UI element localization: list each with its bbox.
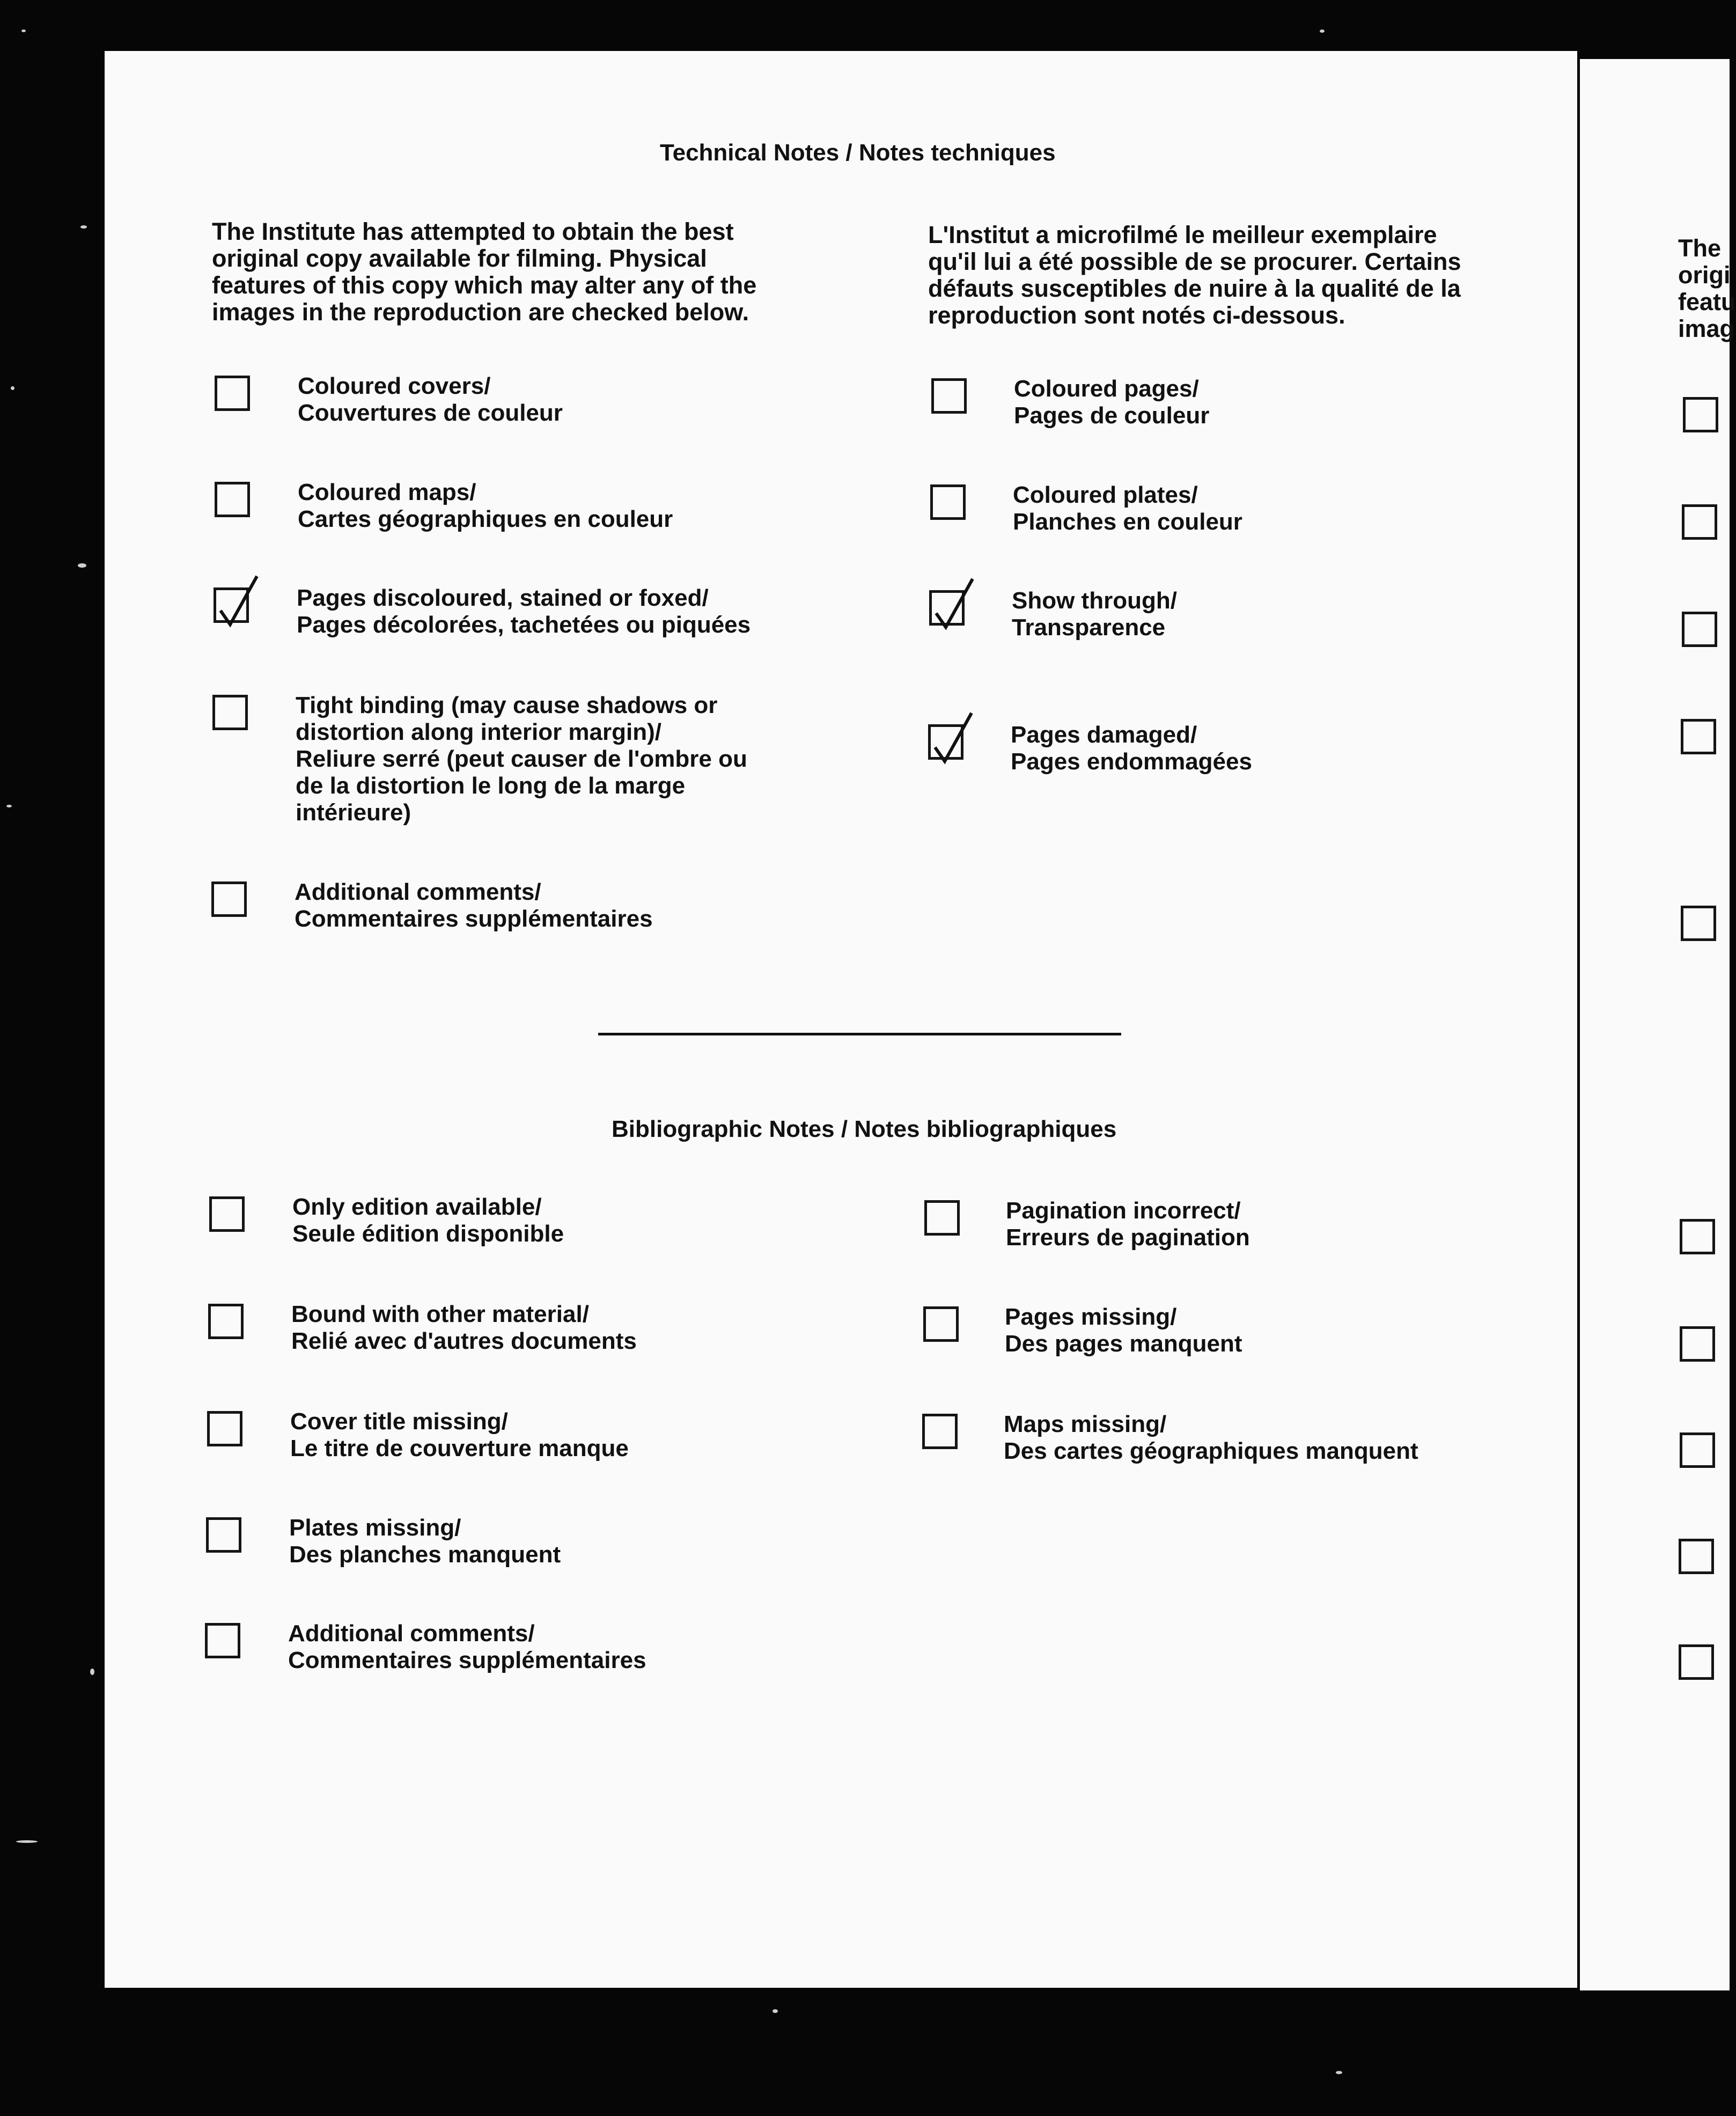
checkbox-label bbox=[1005, 1304, 1242, 1357]
checkbox-label-line: Coloured pages/ bbox=[1014, 376, 1199, 402]
checkbox[interactable] bbox=[924, 1200, 960, 1236]
next-page-intro-line: featu bbox=[1678, 288, 1736, 315]
intro-french-line: reproduction sont notés ci-dessous. bbox=[928, 302, 1345, 329]
checkbox-label-line: Cover title missing/ bbox=[290, 1408, 508, 1435]
checkbox[interactable] bbox=[209, 1196, 245, 1232]
section-divider bbox=[598, 1033, 1121, 1035]
checkbox-label-line: Cartes géographiques en couleur bbox=[298, 506, 673, 532]
checkbox-label-line: Reliure serré (peut causer de l'ombre ou bbox=[296, 746, 747, 772]
dust-speck bbox=[11, 386, 14, 390]
checkbox-label-line: Coloured maps/ bbox=[298, 479, 476, 505]
checkbox[interactable] bbox=[206, 1517, 241, 1553]
checkbox-label bbox=[296, 692, 747, 826]
checkbox-label-line: Des pages manquent bbox=[1005, 1331, 1242, 1357]
checkbox-label-line: Plates missing/ bbox=[289, 1515, 461, 1541]
dust-speck bbox=[1320, 30, 1325, 33]
checkbox-label bbox=[288, 1620, 646, 1674]
next-page-checkbox[interactable] bbox=[1682, 504, 1717, 540]
checkbox-label-line: Pages damaged/ bbox=[1011, 722, 1197, 748]
checkbox[interactable] bbox=[211, 881, 247, 917]
next-page-checkbox[interactable] bbox=[1680, 1219, 1715, 1254]
next-page-intro-line: imag bbox=[1678, 315, 1735, 342]
checkbox-label-line: Maps missing/ bbox=[1004, 1411, 1167, 1437]
intro-english-line: original copy available for filming. Physical bbox=[212, 245, 707, 272]
checkbox[interactable] bbox=[208, 1304, 244, 1339]
checkbox-label bbox=[295, 879, 653, 932]
checkbox-label-line: Commentaires supplémentaires bbox=[295, 906, 653, 932]
checkbox-label bbox=[1006, 1197, 1250, 1251]
next-page-intro-fragment bbox=[1678, 235, 1736, 342]
checkbox-label bbox=[298, 373, 563, 427]
checkbox-label-line: Pages décolorées, tachetées ou piquées bbox=[297, 612, 751, 638]
checkbox[interactable] bbox=[207, 1411, 242, 1446]
dust-speck bbox=[80, 225, 87, 229]
checkbox[interactable] bbox=[212, 695, 248, 730]
checkbox[interactable] bbox=[928, 724, 963, 760]
checkbox-label-line: Tight binding (may cause shadows or bbox=[296, 692, 718, 718]
checkbox-label bbox=[1012, 587, 1177, 641]
checkbox[interactable] bbox=[215, 376, 250, 411]
checkbox-label bbox=[1004, 1411, 1418, 1465]
checkbox[interactable] bbox=[215, 482, 250, 517]
checkbox-label-line: Planches en couleur bbox=[1013, 509, 1242, 535]
checkbox-label-line: Le titre de couverture manque bbox=[290, 1435, 629, 1461]
dust-speck bbox=[1336, 2071, 1342, 2074]
checkbox-label-line: Pages missing/ bbox=[1005, 1304, 1177, 1330]
checkbox-label bbox=[1014, 376, 1209, 429]
microfiche-target-page bbox=[105, 51, 1577, 1988]
checkbox-label bbox=[289, 1515, 561, 1568]
checkbox-label-line: Pages endommagées bbox=[1011, 748, 1252, 775]
checkbox-label-line: de la distortion le long de la marge bbox=[296, 773, 686, 799]
next-page-intro-line: The bbox=[1678, 234, 1722, 262]
intro-french-line: qu'il lui a été possible de se procurer. Certains bbox=[928, 248, 1461, 275]
checkbox-label-line: Des planches manquent bbox=[289, 1541, 561, 1568]
checkbox-label bbox=[297, 585, 751, 638]
checkbox-label bbox=[292, 1194, 564, 1247]
checkbox-label-line: Bound with other material/ bbox=[291, 1301, 589, 1327]
checkbox-label-line: Erreurs de pagination bbox=[1006, 1224, 1250, 1251]
intro-french bbox=[928, 222, 1461, 329]
intro-english-line: The Institute has attempted to obtain the best bbox=[212, 218, 734, 245]
dust-speck bbox=[78, 563, 86, 568]
checkbox-label-line: Pages discoloured, stained or foxed/ bbox=[297, 585, 709, 611]
checkbox-label-line: Couvertures de couleur bbox=[298, 400, 563, 426]
intro-english bbox=[212, 218, 756, 326]
next-page-checkbox[interactable] bbox=[1679, 1644, 1714, 1680]
checkbox-label-line: Only edition available/ bbox=[292, 1194, 542, 1220]
checkbox-label bbox=[1013, 482, 1242, 535]
checkbox[interactable] bbox=[205, 1623, 240, 1658]
next-page-checkbox[interactable] bbox=[1681, 719, 1716, 754]
checkbox-label-line: Coloured plates/ bbox=[1013, 482, 1198, 508]
checkbox-label-line: Seule édition disponible bbox=[292, 1221, 564, 1247]
next-page-checkbox[interactable] bbox=[1682, 612, 1717, 647]
checkbox-label-line: Transparence bbox=[1012, 614, 1166, 641]
dust-speck bbox=[773, 2009, 778, 2013]
next-page-edge bbox=[1580, 59, 1736, 1990]
checkmark-icon bbox=[930, 576, 978, 635]
dust-speck bbox=[21, 30, 26, 32]
checkbox-label-line: Des cartes géographiques manquent bbox=[1004, 1438, 1418, 1464]
checkbox[interactable] bbox=[929, 590, 965, 626]
intro-english-line: images in the reproduction are checked below. bbox=[212, 298, 749, 326]
next-page-checkbox[interactable] bbox=[1683, 397, 1718, 432]
next-page-checkbox[interactable] bbox=[1679, 1539, 1714, 1574]
checkbox[interactable] bbox=[923, 1306, 959, 1342]
checkbox-label-line: Commentaires supplémentaires bbox=[288, 1647, 646, 1673]
checkbox-label-line: Coloured covers/ bbox=[298, 373, 491, 399]
checkbox-label-line: Relié avec d'autres documents bbox=[291, 1328, 637, 1354]
dust-speck bbox=[90, 1669, 94, 1675]
next-page-checkbox[interactable] bbox=[1681, 906, 1716, 941]
checkbox-label bbox=[290, 1408, 629, 1462]
dust-speck bbox=[16, 1840, 38, 1843]
checkbox-label bbox=[1011, 722, 1252, 775]
checkbox-label bbox=[291, 1301, 637, 1355]
checkbox-label-line: Pages de couleur bbox=[1014, 402, 1210, 429]
checkbox-label-line: Additional comments/ bbox=[295, 879, 541, 905]
checkbox-label-line: Additional comments/ bbox=[288, 1620, 535, 1647]
next-page-checkbox[interactable] bbox=[1680, 1326, 1715, 1362]
checkbox-label-line: distortion along interior margin)/ bbox=[296, 719, 661, 745]
dust-speck bbox=[6, 805, 12, 807]
checkbox-label bbox=[298, 479, 673, 533]
intro-french-line: défauts susceptibles de nuire à la qualité de la bbox=[928, 275, 1461, 302]
checkbox[interactable] bbox=[931, 378, 967, 414]
checkbox[interactable] bbox=[922, 1414, 958, 1449]
checkbox[interactable] bbox=[930, 484, 966, 520]
checkmark-icon bbox=[214, 573, 262, 632]
next-page-intro-line: origi bbox=[1678, 261, 1731, 289]
checkbox-label-line: Pagination incorrect/ bbox=[1006, 1197, 1241, 1224]
checkbox-label-line: intérieure) bbox=[296, 799, 411, 826]
checkbox[interactable] bbox=[214, 587, 249, 623]
bibliographic-notes-title: Bibliographic Notes / Notes bibliographiques bbox=[612, 1116, 1117, 1142]
intro-french-line: L'Institut a microfilmé le meilleur exemplaire bbox=[928, 221, 1437, 248]
checkmark-icon bbox=[929, 710, 977, 769]
intro-english-line: features of this copy which may alter any of the bbox=[212, 271, 757, 299]
checkbox-label-line: Show through/ bbox=[1012, 587, 1177, 614]
technical-notes-title: Technical Notes / Notes techniques bbox=[660, 139, 1056, 166]
next-page-checkbox[interactable] bbox=[1680, 1432, 1715, 1468]
